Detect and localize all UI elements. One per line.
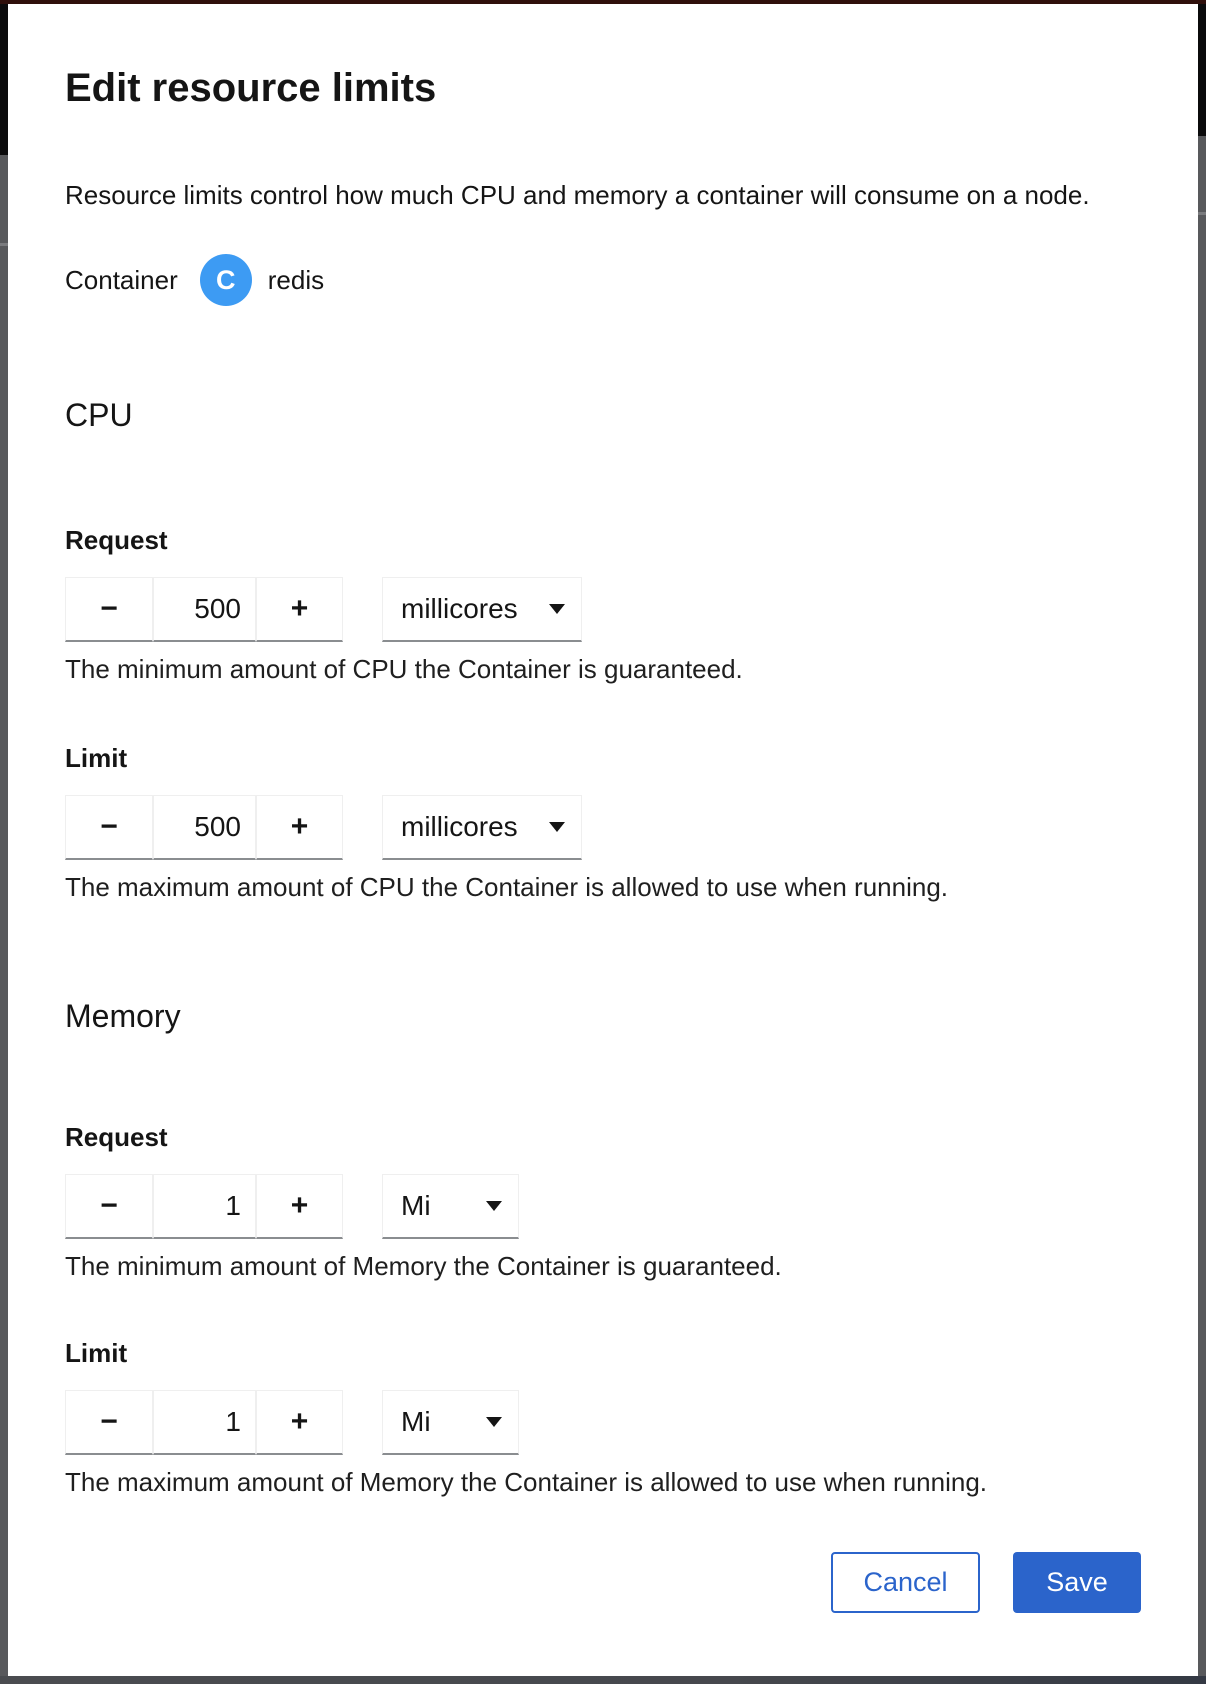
cpu-limit-unit-value: millicores [401,811,518,842]
modal-actions [65,1552,1141,1613]
cpu-request-help-text: The minimum amount of CPU the Container is guaranteed. [65,654,743,684]
page-edge-top [0,0,1206,4]
memory-request-unit-value: Mi [401,1190,431,1221]
memory-limit-unit-value: Mi [401,1406,431,1437]
cpu-limit-value-input[interactable] [153,795,256,860]
cpu-limit-plus-button[interactable]: + [256,795,343,860]
cancel-button[interactable]: Cancel [831,1552,980,1613]
cpu-limit-minus-button[interactable]: − [65,795,153,860]
page-edge-left [0,0,8,1684]
cpu-request-plus-button[interactable]: + [256,577,343,642]
memory-request-help-text: The minimum amount of Memory the Container is guaranteed. [65,1251,782,1281]
container-badge-icon: C [200,254,252,306]
memory-request-unit-dropdown[interactable] [382,1174,519,1239]
cpu-request-minus-button[interactable]: − [65,577,153,642]
page-edge-left-dark [0,0,8,155]
caret-down-icon [486,1417,502,1427]
cpu-request-label: Request [65,525,168,555]
memory-request-label: Request [65,1122,168,1152]
cpu-limit-controls [65,795,1141,860]
cpu-limit-stepper [65,795,343,860]
section-heading-memory: Memory [65,998,181,1034]
cpu-request-stepper [65,577,343,642]
cpu-request-unit-dropdown[interactable] [382,577,582,642]
memory-limit-controls [65,1390,1141,1455]
modal-description: Resource limits control how much CPU and memory a container will consume on a node. [65,180,1090,210]
memory-request-plus-button[interactable]: + [256,1174,343,1239]
page-edge-bottom [0,1676,1206,1684]
container-label: Container [65,264,178,295]
cpu-limit-help-text: The maximum amount of CPU the Container is allowed to use when running. [65,872,948,902]
memory-limit-label: Limit [65,1338,128,1368]
save-button[interactable]: Save [1013,1552,1141,1613]
memory-limit-help-text: The maximum amount of Memory the Container is allowed to use when running. [65,1467,987,1497]
modal-title: Edit resource limits [65,66,437,110]
page-edge-right-dark [1198,0,1206,136]
memory-request-minus-button[interactable]: − [65,1174,153,1239]
section-heading-cpu: CPU [65,397,133,433]
memory-limit-plus-button[interactable]: + [256,1390,343,1455]
container-row [65,254,1141,306]
container-name: redis [267,264,325,295]
cpu-request-controls [65,577,1141,642]
memory-request-value-input[interactable] [153,1174,256,1239]
memory-limit-stepper [65,1390,343,1455]
caret-down-icon [549,822,565,832]
cpu-request-value-input[interactable] [153,577,256,642]
page-edge-left-divider [0,243,8,246]
memory-request-stepper [65,1174,343,1239]
memory-limit-unit-dropdown[interactable] [382,1390,519,1455]
cpu-limit-unit-dropdown[interactable] [382,795,582,860]
page-edge-right-divider [1198,212,1206,215]
cpu-request-unit-value: millicores [401,593,518,624]
memory-request-controls [65,1174,1141,1239]
caret-down-icon [486,1201,502,1211]
page-edge-right [1198,0,1206,1684]
cpu-limit-label: Limit [65,743,128,773]
edit-resource-limits-modal [8,4,1198,1676]
memory-limit-value-input[interactable] [153,1390,256,1455]
caret-down-icon [549,604,565,614]
memory-limit-minus-button[interactable]: − [65,1390,153,1455]
